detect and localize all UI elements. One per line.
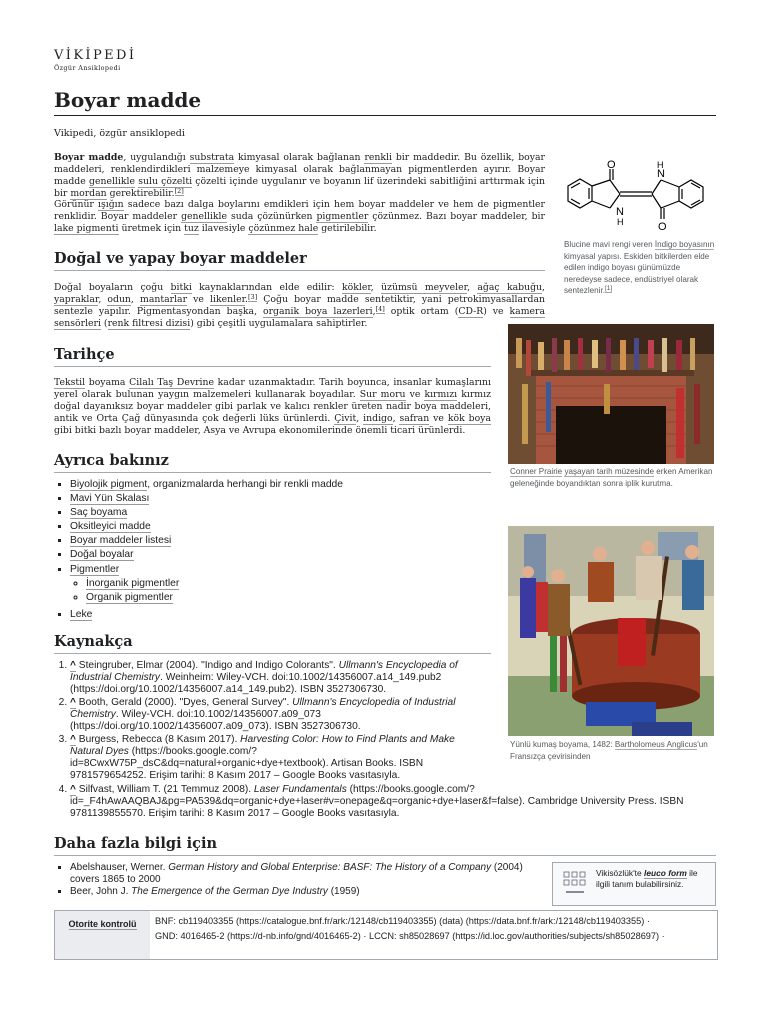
link-dogal-boyalar[interactable]: Doğal boyalar [70, 549, 134, 561]
reference-link[interactable]: [1] [604, 285, 613, 292]
link-yasayan-tarih-muzesi[interactable]: yaşayan tarih müzesinde [564, 467, 654, 476]
figure-caption-indigo: Blucine mavi rengi veren İndigo boyasının kimyasal yapısı. Eskiden bitkilerden elde edilen indigo boyası günümüzde neredeyse sadece, endüstriyel olarak sentezlenir.[1] [564, 240, 715, 295]
link-indigo-boyasi[interactable]: İndigo boyasının [654, 240, 715, 249]
reference-link[interactable]: [3] [247, 293, 258, 302]
list-item [70, 534, 491, 548]
logo-tagline: Özgür Ansiklopedi [54, 64, 121, 72]
lead-term: Boyar madde [54, 152, 124, 163]
reference-link[interactable]: [4] [375, 305, 385, 314]
link-civit[interactable]: Çivit [334, 413, 357, 425]
authority-control-identifiers [155, 914, 665, 944]
link-conner-prairie[interactable]: Conner Prairie [510, 467, 563, 476]
link-uzumsu-meyveler[interactable]: üzümsü meyveler [381, 282, 468, 293]
link-cilali-tas-devrine[interactable]: Cilalı Taş Devrine [129, 377, 214, 388]
link-lake-pigmenti[interactable]: lake pigmenti [54, 223, 119, 235]
link-mavi-yun-skalasi[interactable]: Mavi Yün Skalası [70, 493, 150, 505]
link-mordan[interactable]: mordan [70, 188, 107, 200]
link-genellikle[interactable]: genellikle [89, 176, 135, 188]
link-leuco-form[interactable]: leuco form [644, 868, 687, 878]
site-logo[interactable] [54, 48, 184, 72]
link-authority-control[interactable]: Otorite kontrolü [68, 919, 137, 929]
authority-control-box [54, 910, 718, 960]
medieval-dyeing-illustration[interactable] [508, 526, 714, 736]
natural-paragraph: Doğal boyaların çoğu bitki kaynaklarından elde edilir: kökler, üzümsü meyveler, ağaç kabuğu, yapraklar, odun, mantarlar ve likenler.[3] Çoğu boyar madde sentetiktir, yani petrokimyasallardan sentezle yapılır. Pigmentasyondan başka, organik boya lazerleri,[4] optik ortam (CD-R) ve kamera sensörleri (renk filtresi dizisi) gibi çeşitli uygulamalara sahiptirler. [54, 282, 545, 330]
list-item [70, 548, 491, 562]
link-indigo[interactable]: indigo [363, 413, 393, 425]
list-item: ▪ Beer, John J. The Emergence of the German Dye Industry (1959) [70, 886, 544, 898]
history-paragraph: Tekstil boyama Cilalı Taş Devrine kadar uzanmaktadır. Tarih boyunca, insanlar kumaşlarını yerel olarak bulunan yaygın malzemeleri kullanarak boyadılar. Sur moru ve kırmızı kırmız doğal dayanıksız boyar maddeler gibi parlak ve kalıcı renkler üreten nadir boya maddeleri, antik ve Orta Çağ dünyasında çok değerli lüks ürünlerdi. Çivit, indigo, safran ve kök boya gibi bitki bazlı boyar maddeler, Asya ve Avrupa ekonomilerinde önemli ticari ürünlerdi. [54, 377, 491, 437]
section-heading-references: Kaynakça [54, 633, 133, 650]
section-divider [54, 653, 491, 654]
indigo-structure-image[interactable] [560, 158, 715, 236]
list-item [86, 577, 491, 591]
page-title: Boyar madde [54, 88, 202, 112]
link-kok-boya[interactable]: kök boya [447, 413, 491, 425]
logo-wordmark: VİKİPEDİ [54, 48, 137, 63]
link-sulu-cozelti[interactable]: sulu çözelti [138, 176, 193, 188]
link-odun[interactable]: odun [107, 294, 131, 306]
list-item: ▪ Biyolojik pigment, organizmalarda herhangi bir renkli madde [70, 478, 491, 492]
reference-item: 1. ^ Steingruber, Elmar (2004). "Indigo and Indigo Colorants". Ullmann's Encyclopedia of Industrial Chemistry. Weinheim: Wiley-VCH. doi:10.1002/14356007.a14_149.pub2 (https://doi.org/10.1002/14356007.a14_149.pub2). ISBN 3527306730. [70, 660, 488, 696]
link-pigmentler-list[interactable]: Pigmentler [70, 563, 120, 575]
link-biyolojik-pigment[interactable]: Biyolojik pigment [70, 479, 148, 490]
atom-label: O [658, 221, 667, 233]
backlink-caret[interactable]: ^ [70, 660, 76, 671]
link-cd-r[interactable]: CD-R [458, 306, 484, 318]
see-also-list [54, 478, 491, 622]
link-likenler[interactable]: likenler [210, 294, 245, 306]
atom-label: H [657, 160, 664, 170]
link-organik-pigmentler[interactable]: Organik pigmentler [86, 591, 173, 603]
authority-line-bnf[interactable]: BNF: cb119403355 (https://catalogue.bnf.fr/ark:/12148/cb119403355) (data) (https://data.bnf.fr/ark:/12148/cb119403355) · [155, 916, 650, 926]
section-heading-see-also: Ayrıca bakınız [54, 452, 169, 469]
title-divider [54, 115, 716, 116]
link-safran[interactable]: safran [399, 413, 430, 425]
section-divider [54, 472, 491, 473]
list-item [70, 608, 491, 622]
link-organik-boya-lazerleri[interactable]: organik boya lazerleri [262, 306, 373, 318]
section-heading-natural: Doğal ve yapay boyar maddeler [54, 250, 307, 267]
link-inorganik-pigmentler[interactable]: İnorganik pigmentler [86, 577, 180, 589]
link-bitki[interactable]: bitki [170, 282, 192, 293]
link-oksitleyici-madde[interactable]: Oksitleyici madde [70, 521, 151, 533]
link-pigmentler[interactable]: pigmentler [316, 211, 369, 223]
reference-item: 4. ^ Silfvast, William T. (21 Temmuz 2008). Laser Fundamentals (https://books.google.com/?id=_F4hAwAAQBAJ&pg=PA539&dq=organic+dye+laser#v=onepage&q=organic+dye+laser&f=false). Cambridge University Press. ISBN 9781139855570. Erişim tarihi: 8 Kasım 2017 – Google Books vasıtasıyla. [70, 784, 716, 820]
authority-line-gnd-lccn[interactable]: GND: 4016465-2 (https://d-nb.info/gnd/4016465-2) · LCCN: sh85028697 (https://id.loc.gov/authorities/subjects/sh85028697) · [155, 931, 665, 941]
atom-label: N [657, 168, 665, 180]
link-tekstil[interactable]: Tekstil [54, 377, 86, 388]
link-tuz[interactable]: tuz [184, 223, 199, 235]
backlink-caret[interactable]: ^ [70, 697, 76, 708]
link-bartholomeus-anglicus[interactable]: Bartholomeus Anglicus [614, 740, 698, 749]
link-sur-moru[interactable]: Sur moru [359, 389, 406, 401]
wiktionary-text: Vikisözlük'te leuco form ile ilgili tanım bulabilirsiniz. [596, 868, 698, 889]
link-renkli[interactable]: renkli [364, 152, 392, 163]
link-cozunmez-hale[interactable]: çözünmez hale [248, 223, 319, 235]
backlink-caret[interactable]: ^ [70, 784, 76, 795]
link-leke[interactable]: Leke [70, 608, 93, 620]
list-item [70, 520, 491, 534]
section-divider [54, 366, 491, 367]
wiktionary-box [552, 862, 716, 906]
section-divider [54, 855, 716, 856]
link-renk-filtresi-dizisi[interactable]: renk filtresi dizisi [107, 318, 191, 330]
reference-link[interactable]: [2] [174, 187, 184, 196]
wiktionary-icon [563, 871, 587, 897]
references-list [54, 660, 488, 783]
link-kokler[interactable]: kökler [342, 282, 371, 293]
link-genellikle-2[interactable]: genellikle [181, 211, 228, 223]
link-sac-boyama[interactable]: Saç boyama [70, 507, 128, 519]
link-kirmizi[interactable]: kırmızı [424, 389, 458, 401]
intro-paragraph-1: Boyar madde, uygulandığı substrata kimyasal olarak bağlanan renkli bir maddedir. Bu özellik, boyar maddeleri, renklendirdikleri malzemeye kimyasal olarak bağlanmayan pigmentlerden ayırır. Boyar madde genellikle sulu çözelti çözelti içinde uygulanır ve boyanın lif üzerindeki sabitliğini arttırmak için bir mordan gerektirebilir.[2] [54, 152, 546, 200]
link-kamera-sensorleri[interactable]: kamera sensörleri [54, 306, 545, 330]
list-item: ▪ Abelshauser, Werner. German History and Global Enterprise: BASF: The History of a Company (2004) covers 1865 to 2000 [70, 862, 544, 886]
atom-label: H [617, 217, 624, 227]
figure-caption-medieval: Yünlü kumaş boyama, 1482: Bartholomeus Anglicus'un Fransızça çevirisinden [510, 740, 708, 761]
list-item [70, 563, 491, 605]
link-agac-kabugu[interactable]: ağaç kabuğu [477, 282, 543, 293]
site-subtitle: Vikipedi, özgür ansiklopedi [54, 128, 185, 139]
references-list-continued [54, 784, 716, 821]
list-item [70, 506, 491, 520]
section-divider [54, 270, 545, 271]
section-heading-further-reading: Daha fazla bilgi için [54, 835, 218, 852]
section-heading-history: Tarihçe [54, 346, 115, 363]
link-mantarlar[interactable]: mantarlar [140, 294, 188, 306]
link-yapraklar[interactable]: yapraklar [54, 294, 99, 306]
intro-paragraph-2: Görünür ışığın sadece bazı dalga boylarını emdikleri için hem boyar maddeler ve hem de pigmentler renklidir. Boyar maddeler genellikle suda çözünürken pigmentler çözünmez. Bazı boyar maddeler, bir lake pigmenti üretmek için tuz ilavesiyle çözünmez hale getirilebilir. [54, 199, 545, 235]
link-isigin[interactable]: ışığın [98, 199, 124, 210]
atom-label: O [607, 159, 616, 171]
figure-caption-yarn: Conner Prairie yaşayan tarih müzesinde erken Amerikan geleneğinde boyandıktan sonra iplik kurutma. [510, 467, 713, 488]
list-item [86, 591, 491, 605]
list-item [70, 492, 491, 506]
reference-item: 2. ^ Booth, Gerald (2000). "Dyes, General Survey". Ullmann's Encyclopedia of Industrial Chemistry. Wiley-VCH. doi:10.1002/14356007.a09_073 (https://doi.org/10.1002/14356007.a09_073). ISBN 3527306730. [70, 697, 488, 733]
atom-label: N [616, 206, 624, 218]
reference-item: 3. ^ Burgess, Rebecca (8 Kasım 2017). Harvesting Color: How to Find Plants and Make Natural Dyes (https://books.google.com/?id=8CwxW75P_dsC&dq=natural+organic+dye+textbook). Artisan Books. ISBN 9781579654252. Erişim tarihi: 8 Kasım 2017 – Google Books vasıtasıyla. [70, 734, 488, 782]
further-reading-list [54, 862, 544, 899]
link-substrata[interactable]: substrata [189, 152, 235, 163]
link-boyar-maddeler-listesi[interactable]: Boyar maddeler listesi [70, 535, 172, 547]
backlink-caret[interactable]: ^ [70, 734, 76, 745]
yarn-drying-photo[interactable] [508, 324, 714, 464]
